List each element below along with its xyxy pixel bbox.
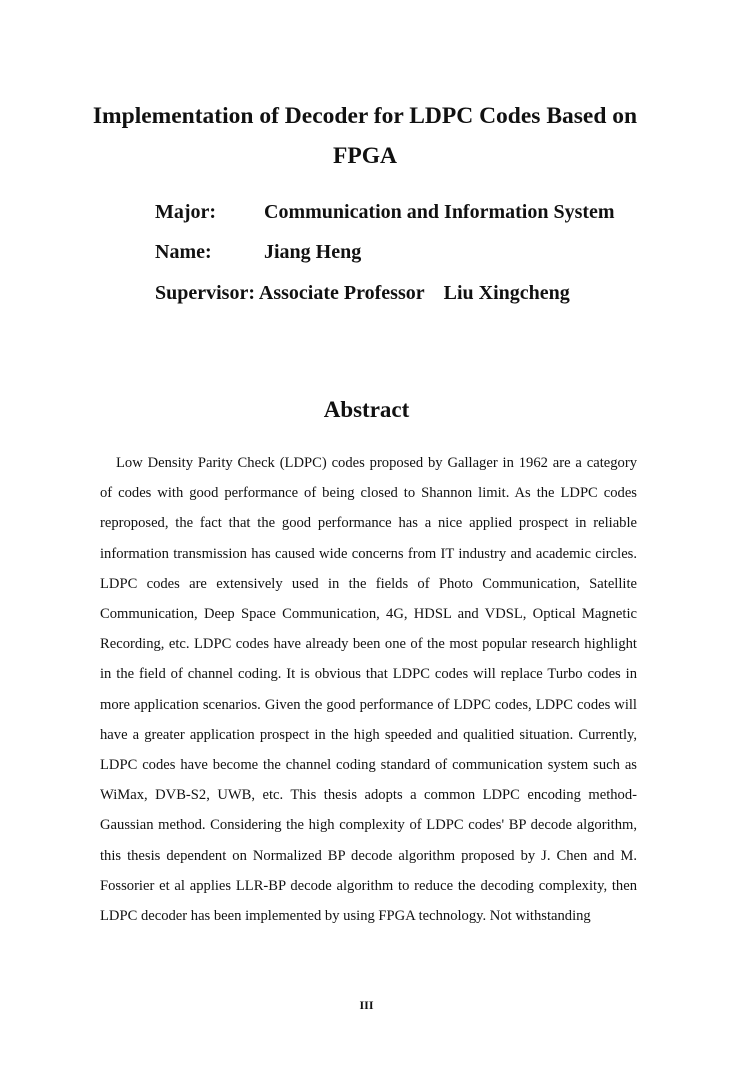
abstract-heading: Abstract: [323, 397, 410, 422]
major-line: [155, 200, 615, 224]
name-label: Name:: [155, 241, 212, 263]
supervisor-title: Associate Professor: [258, 282, 425, 304]
supervisor-name: Liu Xingcheng: [443, 282, 570, 304]
name-line: [155, 240, 361, 264]
page-number: III: [359, 998, 374, 1012]
major-label: Major:: [155, 201, 217, 223]
major-value: Communication and Information System: [264, 201, 615, 223]
supervisor-line: [155, 281, 570, 305]
thesis-title: Implementation of Decoder for LDPC Codes Based on FPGA: [92, 103, 638, 169]
supervisor-label: Supervisor:: [155, 282, 255, 304]
abstract-paragraph: Low Density Parity Check (LDPC) codes proposed by Gallager in 1962 are a category of codes with good performance of being closed to Shannon limit. As the LDPC codes reproposed, the fact that the good performance has a nice applied prospect in reliable information transmission has caused wide concerns from IT industry and academic circles. LDPC codes are extensively used in the fields of Photo Communication, Satellite Communication, Deep Space Communication, 4G, HDSL and VDSL, Optical Magnetic Recording, etc. LDPC codes have already been one of the most popular research highlight in the field of channel coding. It is obvious that LDPC codes will replace Turbo codes in more application scenarios. Given the good performance of LDPC codes, LDPC codes will have a greater application prospect in the high speeded and qualitied situation. Currently, LDPC codes have become the channel coding standard of communication system such as WiMax, DVB-S2, UWB, etc. This thesis adopts a common LDPC encoding method-Gaussian method. Considering the high complexity of LDPC codes' BP decode algorithm, this thesis dependent on Normalized BP decode algorithm proposed by J. Chen and M. Fossorier et al applies LLR-BP decode algorithm to reduce the decoding complexity, then LDPC decoder has been implemented by using FPGA technology. Not withstanding: [100, 455, 637, 925]
name-value: Jiang Heng: [264, 241, 362, 263]
